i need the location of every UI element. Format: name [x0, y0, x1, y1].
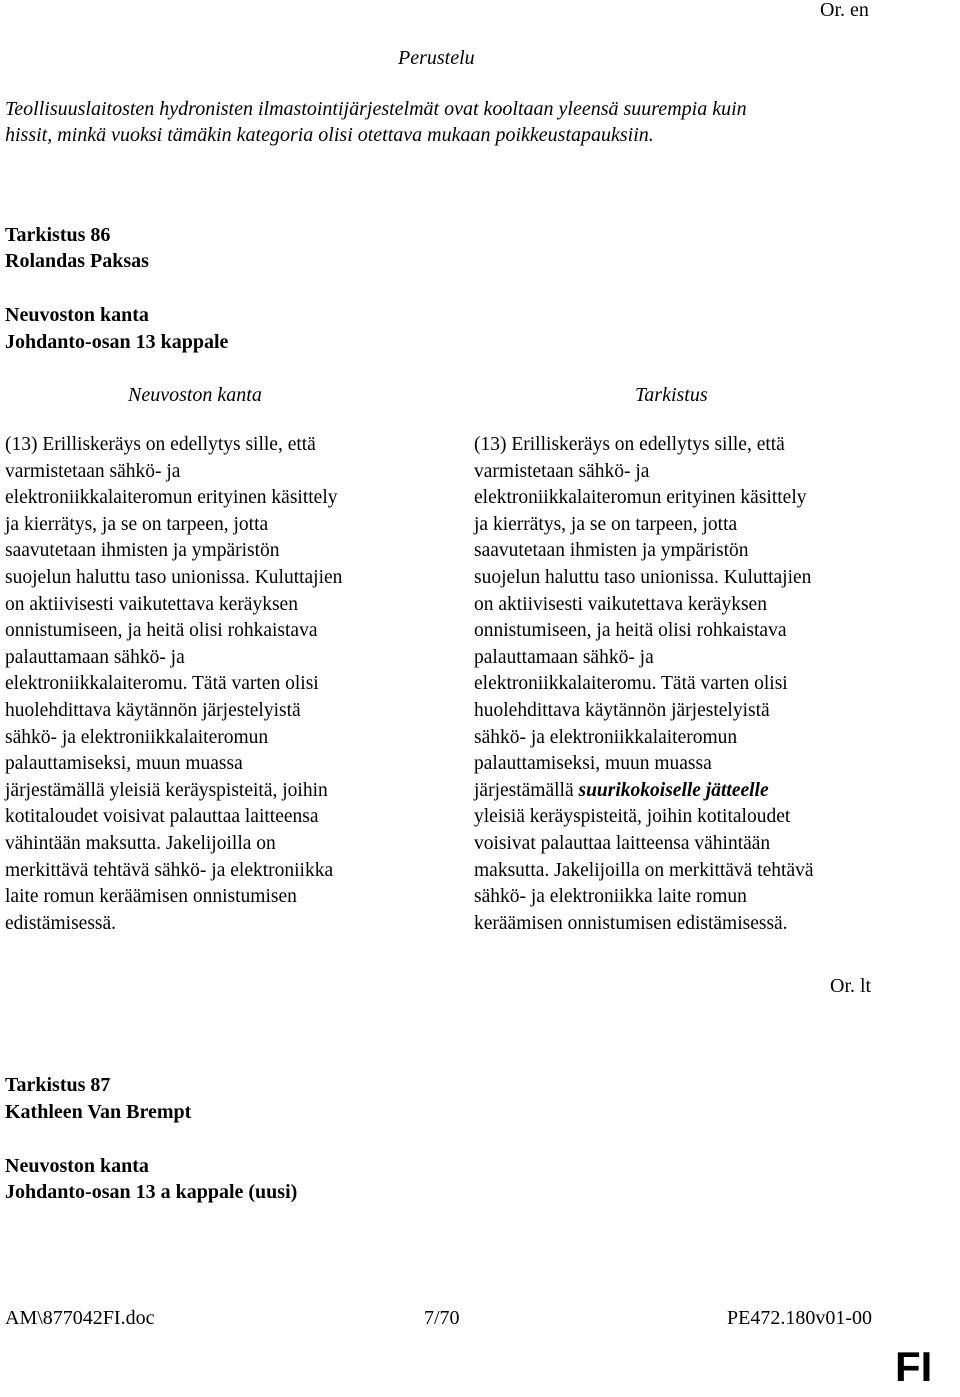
footer-language-code: FI — [895, 1343, 933, 1390]
proposal-reference: Johdanto-osan 13 kappale — [5, 331, 229, 353]
text-line: merkittävä tehtävä sähkö- ja elektroniikka — [5, 859, 334, 881]
text-fragment: järjestämällä — [474, 779, 579, 801]
text-line: varmistetaan sähkö- ja — [5, 460, 181, 482]
text-line: elektroniikkalaiteromu. Tätä varten olisi — [474, 673, 788, 695]
text-line: maksutta. Jakelijoilla on merkittävä tehtävä — [474, 859, 814, 881]
text-line: kotitaloudet voisivat palauttaa laitteensa — [5, 806, 319, 828]
text-line: on aktiivisesti vaikutettava keräyksen — [5, 593, 298, 615]
footer-page-number: 7/70 — [424, 1307, 460, 1329]
text-line: yleisiä keräyspisteitä, joihin kotitaloudet — [474, 806, 791, 828]
text-line: ja kierrätys, ja se on tarpeen, jotta — [474, 513, 738, 535]
text-line: sähkö- ja elektroniikka laite romun — [474, 886, 747, 908]
text-line: elektroniikkalaiteromu. Tätä varten olisi — [5, 673, 319, 695]
text-line: huolehdittava käytännön järjestelyistä — [474, 699, 770, 721]
text-line: voisivat palauttaa laitteensa vähintään — [474, 832, 771, 854]
text-line: suojelun haluttu taso unionissa. Kuluttajien — [5, 566, 343, 588]
text-line: sähkö- ja elektroniikkalaiteromun — [474, 726, 738, 748]
text-line: elektroniikkalaiteromun erityinen käsittely — [474, 487, 807, 509]
text-line: palauttamaan sähkö- ja — [5, 646, 185, 668]
right-column-text — [474, 432, 814, 937]
text-line: saavutetaan ihmisten ja ympäristön — [5, 540, 280, 562]
proposal-title: Neuvoston kanta — [5, 304, 149, 326]
left-column-heading: Neuvoston kanta — [128, 384, 262, 406]
text-line: (13) Erilliskeräys on edellytys sille, että — [474, 434, 785, 455]
left-column-text — [5, 432, 342, 937]
proposal-title: Neuvoston kanta — [5, 1155, 149, 1177]
amendment-author: Kathleen Van Brempt — [5, 1101, 192, 1123]
inserted-text: suurikokoiselle jätteelle — [578, 779, 769, 801]
text-line: palauttamiseksi, muun muassa — [474, 753, 712, 775]
text-line: laite romun keräämisen onnistumisen — [5, 886, 297, 908]
text-line: vähintään maksutta. Jakelijoilla on — [5, 832, 276, 854]
right-column-heading: Tarkistus — [635, 384, 708, 406]
text-line: järjestämällä yleisiä keräyspisteitä, joihin — [5, 779, 328, 801]
justification-line: hissit, minkä vuoksi tämäkin kategoria olisi otettava mukaan poikkeustapauksiin. — [5, 124, 654, 146]
text-line: varmistetaan sähkö- ja — [474, 460, 650, 482]
text-line: sähkö- ja elektroniikkalaiteromun — [5, 726, 269, 748]
text-line: ja kierrätys, ja se on tarpeen, jotta — [5, 513, 269, 535]
text-line: palauttamaan sähkö- ja — [474, 646, 654, 668]
text-line: edistämisessä. — [5, 912, 117, 934]
text-line: elektroniikkalaiteromun erityinen käsittely — [5, 487, 338, 509]
text-line: keräämisen onnistumisen edistämisessä. — [474, 912, 788, 934]
footer-pe-ref: PE472.180v01-00 — [727, 1307, 872, 1329]
text-line: (13) Erilliskeräys on edellytys sille, että — [5, 434, 316, 455]
footer-doc-ref: AM\877042FI.doc — [5, 1307, 155, 1329]
text-line: huolehdittava käytännön järjestelyistä — [5, 699, 301, 721]
language-marker: Or. lt — [830, 975, 872, 997]
language-marker-top: Or. en — [820, 0, 869, 21]
text-line: suojelun haluttu taso unionissa. Kuluttajien — [474, 566, 812, 588]
text-line: onnistumiseen, ja heitä olisi rohkaistava — [5, 620, 318, 642]
amendment-number: Tarkistus 86 — [5, 224, 111, 246]
amendment-author: Rolandas Paksas — [5, 250, 149, 272]
proposal-reference: Johdanto-osan 13 a kappale (uusi) — [5, 1181, 298, 1203]
justification-heading: Perustelu — [398, 47, 475, 69]
modified-text-line — [474, 778, 814, 805]
text-line: on aktiivisesti vaikutettava keräyksen — [474, 593, 767, 615]
text-line: saavutetaan ihmisten ja ympäristön — [474, 540, 749, 562]
text-line: palauttamiseksi, muun muassa — [5, 753, 243, 775]
text-line: onnistumiseen, ja heitä olisi rohkaistava — [474, 620, 787, 642]
amendment-number: Tarkistus 87 — [5, 1074, 111, 1096]
justification-line: Teollisuuslaitosten hydronisten ilmastointijärjestelmät ovat kooltaan yleensä suurempia kuin — [5, 98, 747, 120]
